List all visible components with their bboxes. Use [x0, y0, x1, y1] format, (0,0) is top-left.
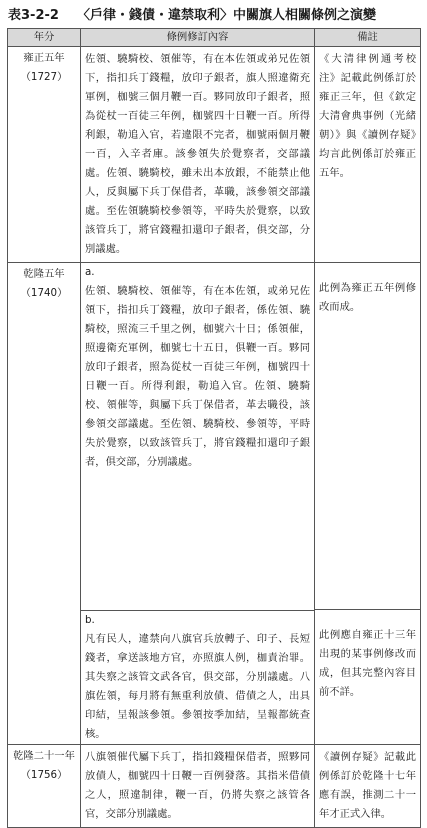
note-cell: 《大清律例通考校注》記載此例係訂於雍正三年，但《欽定大清會典事例（光緒朝）》與《讀例存疑》均言此例係訂於雍正五年。: [315, 47, 421, 263]
content-cell: [81, 263, 315, 745]
sub-item-label: a.: [85, 266, 95, 278]
note-cell: 《讀例存疑》記載此例係訂於乾隆十七年應有誤，推測二十一年才正式入律。: [315, 745, 421, 828]
table-title: 〈戶律・錢債・違禁取利〉中關旗人相關條例之演變: [76, 8, 376, 23]
table-row: [8, 745, 421, 828]
sub-item-text: 凡有民人，違禁向八旗官兵放轉子、印子、長短錢者，拿送該地方官，亦照旗人例，枷責治罪。其失察之該管文武各官，俱交部，分別議處。八旗佐領，每月將有無重利放債、借債之人，出具印結，呈報該參領。參領按季加結，呈報都統查核。: [85, 633, 310, 740]
year-cell: [8, 745, 81, 828]
header-note: 備註: [315, 29, 421, 47]
regulation-table: [7, 28, 421, 828]
table-row: [8, 47, 421, 263]
note-a: 此例為雍正五年例修改而成。: [315, 263, 420, 610]
table-row: [8, 263, 421, 745]
sub-item-text: 佐領、驍騎校、領催等，有在本佐領，或弟兄佐領下，指扣兵丁錢糧，放印子銀者，係佐領、驍騎校，照流三千里之例，枷號六十日；係領催，照邊衛充軍例，枷號七十五日，俱鞭一百。夥同放印子銀者，照為從杖一百徒三年例，枷號四十日鞭一百。所得利銀，勒追入官。佐領、驍騎校、領催等，與屬下兵丁保借者，革去職役，該參領交部議處。至佐領、驍騎校、參領等，平時失於覺察，以致該管兵丁，將官錢糧扣還印子銀者，俱交部，分別議處。: [85, 285, 310, 468]
table-number: 表3-2-2: [8, 8, 59, 23]
year-cell: [8, 47, 81, 263]
content-cell: 八旗領催代屬下兵丁，指扣錢糧保借者，照夥同放債人，枷號四十日鞭一百例發落。其指米借債之人，照違制律，鞭一百，仍將失察之該管各官，交部分別議處。: [81, 745, 315, 828]
content-cell: 佐領、驍騎校、領催等，有在本佐領或弟兄佐領下，指扣兵丁錢糧，放印子銀者，旗人照違衛充軍例，枷號三個月鞭一百。夥同放印子銀者，照為從杖一百徒三年例，枷號四十日鞭一百。所得利銀，勒追入官，若違限不完者，枷號兩個月鞭一百，入辛者庫。該參領失於覺察者，交部議處。佐領、驍騎校，雖未出本放銀，不能禁止他人，反與屬下兵丁保借者，革職，該參領交部議處。至佐領驍騎校參領等，平時失於覺察，以致該管兵丁，將官錢糧扣還印子銀者，俱交部，分別議處。: [81, 47, 315, 263]
era-label: 乾隆五年: [23, 268, 65, 280]
sub-item-b: [81, 611, 314, 744]
note-cell: [315, 263, 421, 745]
note-b: 此例應自雍正十三年出現的某事例修改而成，但其完整內容目前不詳。: [319, 629, 416, 698]
sub-item-label: b.: [85, 614, 95, 626]
era-label: 乾隆二十一年: [13, 750, 75, 762]
era-label: 雍正五年: [23, 52, 65, 64]
sub-item-a: [81, 263, 314, 611]
table-caption: [8, 6, 420, 26]
year-label: （1740）: [20, 287, 68, 299]
header-content: 條例修訂內容: [81, 29, 315, 47]
header-row: [8, 29, 421, 47]
year-cell: [8, 263, 81, 745]
year-label: （1756）: [20, 769, 68, 781]
header-year: 年分: [8, 29, 81, 47]
year-label: （1727）: [20, 71, 68, 83]
